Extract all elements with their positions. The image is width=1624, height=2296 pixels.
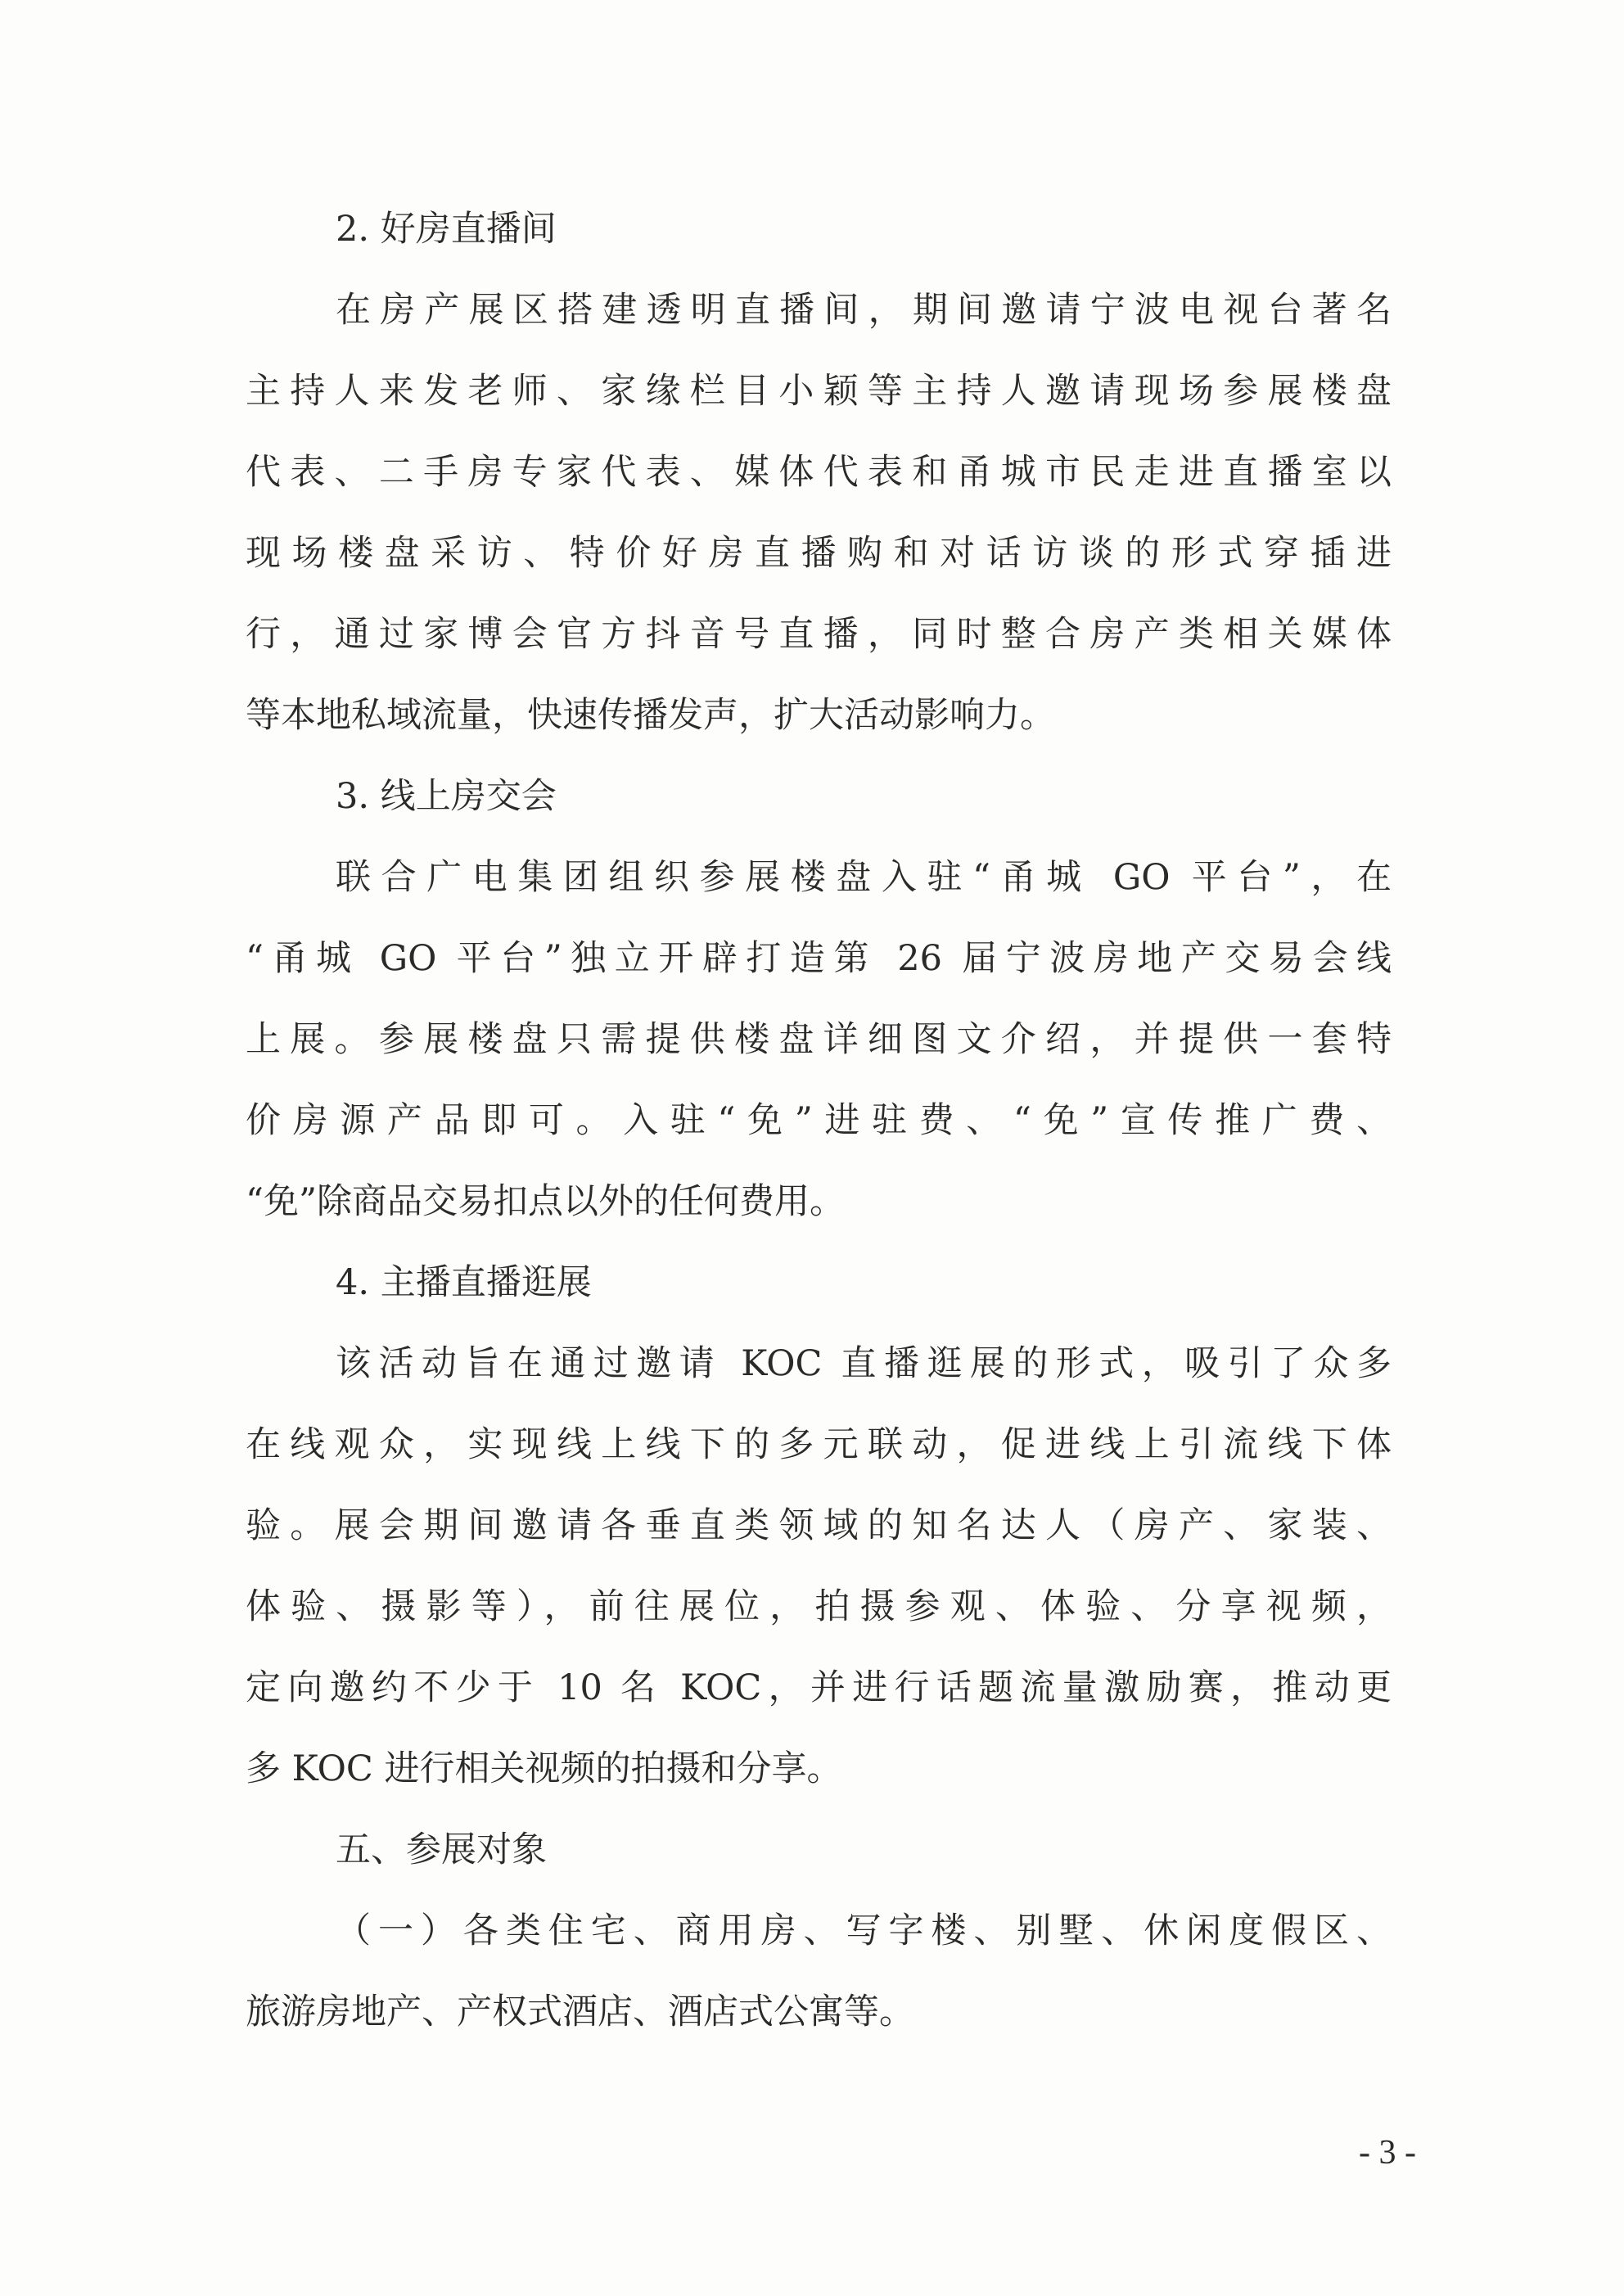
- paragraph-line: 体验、摄影等），前往展位，拍摄参观、体验、分享视频，: [246, 1586, 1392, 1627]
- section-heading-live-room: 2. 好房直播间: [336, 209, 557, 250]
- document-body: [246, 209, 1392, 2073]
- paragraph-line: 代表、二手房专家代表、媒体代表和甬城市民走进直播室以: [246, 452, 1392, 493]
- paragraph-line: 主持人来发老师、家缘栏目小颖等主持人邀请现场参展楼盘: [246, 371, 1392, 412]
- page-number: - 3 -: [1359, 2134, 1416, 2172]
- section-heading-exhibitors: 五、参展对象: [336, 1829, 547, 1870]
- paragraph-line: 多 KOC 进行相关视频的拍摄和分享。: [246, 1748, 842, 1789]
- paragraph-line: 在房产展区搭建透明直播间，期间邀请宁波电视台著名: [336, 290, 1392, 331]
- paragraph-line: 现场楼盘采访、特价好房直播购和对话访谈的形式穿插进: [246, 533, 1392, 574]
- paragraph-line: 价房源产品即可。入驻“免”进驻费、“免”宣传推广费、: [246, 1100, 1392, 1141]
- paragraph-line: 等本地私域流量，快速传播发声，扩大活动影响力。: [246, 695, 1055, 736]
- paragraph-line: （一）各类住宅、商用房、写字楼、别墅、休闲度假区、: [336, 1910, 1392, 1951]
- paragraph-line: 联合广电集团组织参展楼盘入驻“甬城 GO 平台”，在: [336, 857, 1392, 898]
- paragraph-line: 上展。参展楼盘只需提供楼盘详细图文介绍，并提供一套特: [246, 1019, 1392, 1060]
- paragraph-line: 行，通过家博会官方抖音号直播，同时整合房产类相关媒体: [246, 614, 1392, 655]
- paragraph-line: “免”除商品交易扣点以外的任何费用。: [246, 1181, 845, 1222]
- paragraph-line: 该活动旨在通过邀请 KOC 直播逛展的形式，吸引了众多: [336, 1343, 1392, 1384]
- paragraph-line: 验。展会期间邀请各垂直类领域的知名达人（房产、家装、: [246, 1505, 1392, 1546]
- paragraph-line: 旅游房地产、产权式酒店、酒店式公寓等。: [246, 1992, 914, 2032]
- paragraph-line: 在线观众，实现线上线下的多元联动，促进线上引流线下体: [246, 1424, 1392, 1465]
- section-heading-streamer-tour: 4. 主播直播逛展: [336, 1262, 592, 1303]
- section-heading-online-fair: 3. 线上房交会: [336, 776, 557, 817]
- paragraph-line: 定向邀约不少于 10 名 KOC，并进行话题流量激励赛，推动更: [246, 1667, 1392, 1708]
- paragraph-line: “甬城 GO 平台”独立开辟打造第 26 届宁波房地产交易会线: [246, 938, 1392, 979]
